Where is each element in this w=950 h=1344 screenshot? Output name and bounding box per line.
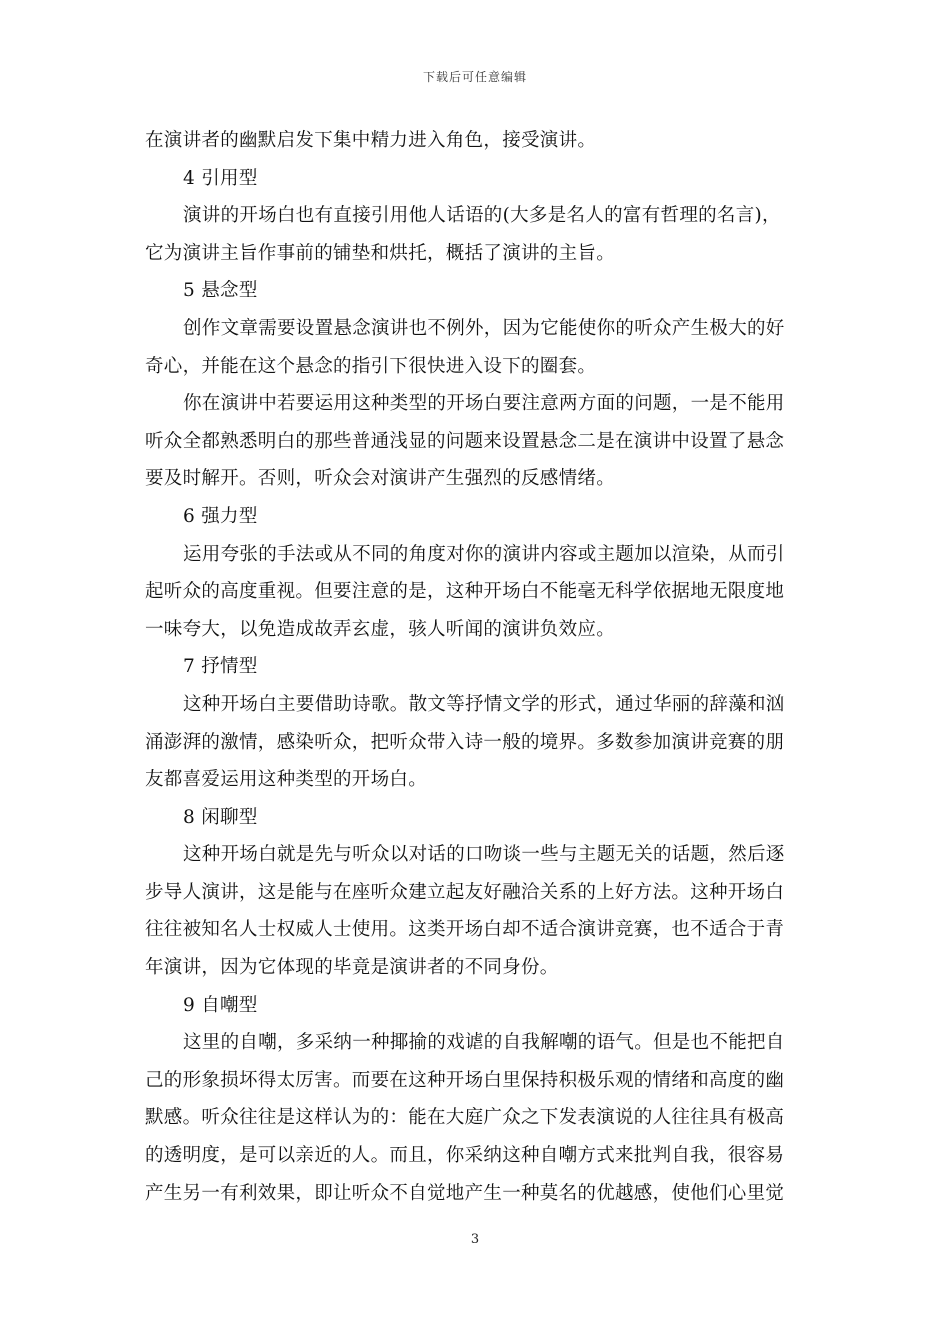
body-text-line: 9 自嘲型 [183, 994, 258, 1016]
body-text-line: 默感。听众往往是这样认为的：能在大庭广众之下发表演说的人往往具有极高 [145, 1107, 785, 1129]
document-body [145, 122, 810, 1212]
body-text-line: 往往被知名人士权威人士使用。这类开场白却不适合演讲竞赛，也不适合于青 [145, 919, 785, 941]
body-text-line: 一味夸大，以免造成故弄玄虚，骇人听闻的演讲负效应。 [145, 618, 616, 640]
body-text-line: 你在演讲中若要运用这种类型的开场白要注意两方面的问题，一是不能用 [183, 393, 785, 415]
body-text-line: 在演讲者的幽默启发下集中精力进入角色，接受演讲。 [145, 130, 597, 151]
body-text-line: 要及时解开。否则，听众会对演讲产生强烈的反感情绪。 [145, 468, 616, 490]
body-text-line: 己的形象损坏得太厉害。而要在这种开场白里保持积极乐观的情绪和高度的幽 [145, 1069, 785, 1091]
body-text-line: 这种开场白主要借助诗歌。散文等抒情文学的形式，通过华丽的辞藻和汹 [183, 693, 785, 715]
body-text-line: 友都喜爱运用这种类型的开场白。 [145, 769, 428, 791]
page-header: 下载后可任意编辑 [422, 70, 527, 84]
body-text-line: 创作文章需要设置悬念演讲也不例外，因为它能使你的听众产生极大的好 [183, 317, 785, 339]
body-text-line: 年演讲，因为它体现的毕竟是演讲者的不同身份。 [145, 957, 559, 979]
body-text-line: 它为演讲主旨作事前的铺垫和烘托，概括了演讲的主旨。 [145, 242, 616, 264]
body-text-line: 运用夸张的手法或从不同的角度对你的演讲内容或主题加以渲染，从而引 [183, 543, 785, 565]
page-number: 3 [470, 1232, 480, 1247]
body-text-line: 4 引用型 [183, 167, 258, 189]
body-text-line: 8 闲聊型 [183, 806, 258, 828]
body-text-line: 涌澎湃的激情，感染听众，把听众带入诗一般的境界。多数参加演讲竞赛的朋 [145, 731, 785, 753]
body-text-line: 的透明度，是可以亲近的人。而且，你采纳这种自嘲方式来批判自我，很容易 [145, 1145, 785, 1167]
body-text-line: 这里的自嘲，多采纳一种揶揄的戏谑的自我解嘲的语气。但是也不能把自 [183, 1032, 785, 1054]
body-text-line: 演讲的开场白也有直接引用他人话语的(大多是名人的富有哲理的名言)， [183, 205, 781, 227]
body-text-line: 奇心，并能在这个悬念的指引下很快进入设下的圈套。 [145, 355, 597, 377]
body-text-line: 听众全都熟悉明白的那些普通浅显的问题来设置悬念二是在演讲中设置了悬念 [145, 430, 785, 452]
body-text-line: 产生另一有利效果，即让听众不自觉地产生一种莫名的优越感，使他们心里觉 [145, 1182, 785, 1204]
body-text-line: 5 悬念型 [183, 280, 258, 302]
body-text-line: 起听众的高度重视。但要注意的是，这种开场白不能毫无科学依据地无限度地 [145, 581, 785, 603]
body-text-line: 步导人演讲，这是能与在座听众建立起友好融洽关系的上好方法。这种开场白 [145, 881, 785, 903]
body-text-line: 这种开场白就是先与听众以对话的口吻谈一些与主题无关的话题，然后逐 [183, 844, 785, 866]
body-text-line: 7 抒情型 [183, 656, 258, 678]
body-text-line: 6 强力型 [183, 505, 258, 527]
